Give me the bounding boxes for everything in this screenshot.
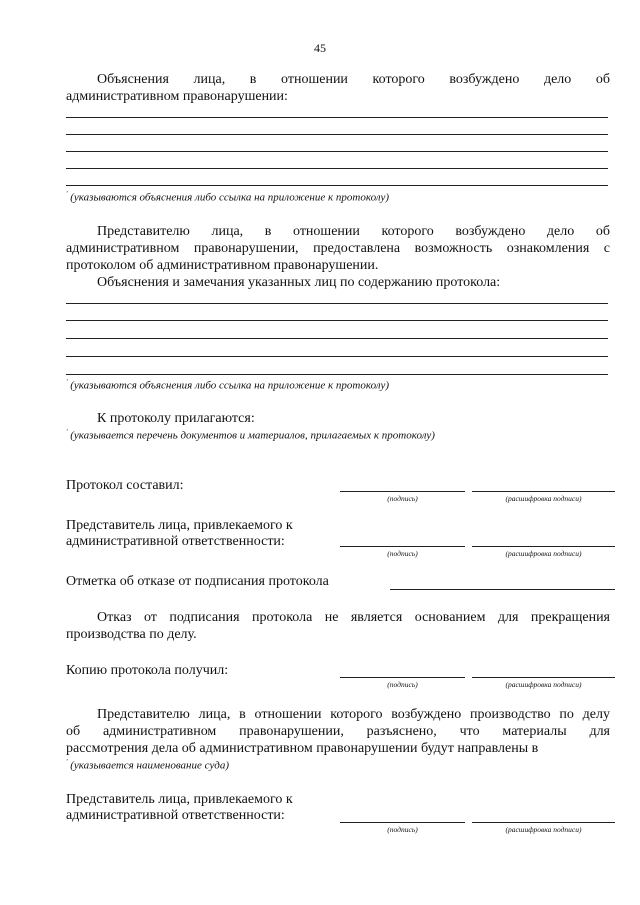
explanation-line bbox=[66, 168, 608, 169]
signature-caption: (подпись) bbox=[387, 825, 418, 834]
representative-paragraph-line3: протоколом об административном правонарушении. bbox=[66, 258, 379, 273]
decoding-line bbox=[472, 491, 615, 492]
signature-line bbox=[340, 491, 465, 492]
court-paragraph-line1: Представителю лица, в отношении которого возбуждено производство по делу bbox=[97, 707, 610, 722]
representative-label2-line2: административной ответственности: bbox=[66, 808, 285, 823]
signature-line bbox=[340, 677, 465, 678]
explanations-heading-line2: административном правонарушении: bbox=[66, 89, 288, 104]
signature-caption: (подпись) bbox=[387, 680, 418, 689]
representative-label-line1: Представитель лица, привлекаемого к bbox=[66, 518, 293, 533]
decoding-line bbox=[472, 677, 615, 678]
decoding-caption: (расшифровка подписи) bbox=[505, 825, 582, 834]
explanation-line bbox=[66, 134, 608, 135]
signature-caption: (подпись) bbox=[387, 549, 418, 558]
copy-received-label: Копию протокола получил: bbox=[66, 663, 229, 678]
court-paragraph-line3: рассмотрения дела об административном правонарушении будут направлены в bbox=[66, 741, 539, 756]
signature-caption: (подпись) bbox=[387, 494, 418, 503]
representative-paragraph-line1: Представителю лица, в отношении которого возбуждено дело об bbox=[97, 224, 610, 239]
court-note: ' (указывается наименование суда) bbox=[66, 758, 230, 772]
decoding-caption: (расшифровка подписи) bbox=[505, 549, 582, 558]
representative-label2-line1: Представитель лица, привлекаемого к bbox=[66, 792, 293, 807]
explanation-line bbox=[66, 185, 608, 186]
decoding-line bbox=[472, 546, 615, 547]
refusal-mark-line bbox=[390, 589, 615, 590]
attachments-heading: К протоколу прилагаются: bbox=[97, 411, 255, 426]
remarks-note: ' (указываются объяснения либо ссылка на приложение к протоколу) bbox=[66, 378, 390, 392]
court-paragraph-line2: об административном правонарушении, разъяснено, что материалы для bbox=[66, 724, 610, 739]
remarks-line bbox=[66, 303, 608, 304]
refusal-paragraph-line1: Отказ от подписания протокола не является основанием для прекращения bbox=[97, 610, 610, 625]
explanation-line bbox=[66, 117, 608, 118]
attachments-note: ' (указывается перечень документов и материалов, прилагаемых к протоколу) bbox=[66, 428, 435, 442]
refusal-paragraph-line2: производства по делу. bbox=[66, 627, 197, 642]
remarks-line bbox=[66, 356, 608, 357]
page-number: 45 bbox=[314, 41, 326, 55]
remarks-line bbox=[66, 320, 608, 321]
remarks-line bbox=[66, 338, 608, 339]
decoding-line bbox=[472, 822, 615, 823]
explanation-line bbox=[66, 151, 608, 152]
refusal-mark-label: Отметка об отказе от подписания протокола bbox=[66, 574, 329, 589]
explanations-heading-line1: Объяснения лица, в отношении которого возбуждено дело об bbox=[97, 72, 610, 87]
decoding-caption: (расшифровка подписи) bbox=[505, 680, 582, 689]
representative-paragraph-line2: административном правонарушении, предоставлена возможность ознакомления с bbox=[66, 241, 610, 256]
signature-line bbox=[340, 546, 465, 547]
remarks-heading: Объяснения и замечания указанных лиц по содержанию протокола: bbox=[97, 275, 501, 290]
signature-line bbox=[340, 822, 465, 823]
explanations-note: ' (указываются объяснения либо ссылка на приложение к протоколу) bbox=[66, 190, 390, 204]
representative-label-line2: административной ответственности: bbox=[66, 534, 285, 549]
decoding-caption: (расшифровка подписи) bbox=[505, 494, 582, 503]
compiled-by-label: Протокол составил: bbox=[66, 478, 184, 493]
remarks-line bbox=[66, 374, 608, 375]
